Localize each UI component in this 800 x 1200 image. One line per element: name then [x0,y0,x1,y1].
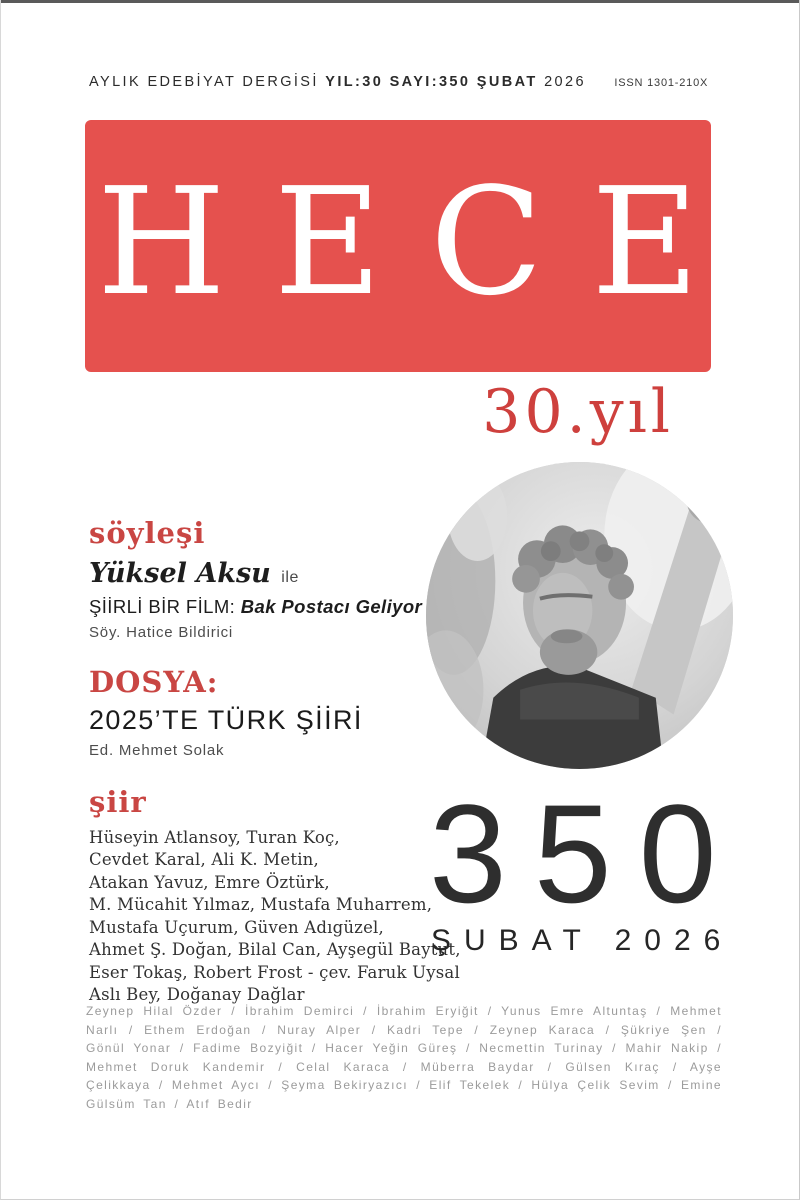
poet-list [89,827,461,1007]
dossier-editor: Ed. Mehmet Solak [89,741,225,759]
dossier-section-label: DOSYA: [89,664,219,699]
masthead-box [85,120,748,372]
interview-guest-line [89,558,434,589]
film-title-prefix: ŞİİRLİ BİR FİLM: [89,595,241,617]
top-edge-line [1,0,799,3]
poet-line: M. Mücahit Yılmaz, Mustafa Muharrem, [89,895,433,915]
issn-label: ISSN 1301-210X [614,77,709,89]
contributors-list: Zeynep Hilal Özder / İbrahim Demirci / İbrahim Eryiğit / Yunus Emre Altuntaş / Mehmet Narlı / Ethem Erdoğan / Nuray Alper / Kadri Tepe / Zeynep Karaca / Şükriye Şen / Gönül Yonar / Fadime Bozyiğit / Hacer Yeğin Güreş / Necmettin Turinay / Mahir Nakip / Mehmet Doruk Kandemir / Celal Karaca / Müberra Baydar / Gülsen Kıraç / Ayşe Çelikkaya / Mehmet Aycı / Şeyma Bekiryazıcı / Elif Tekelek / Hülya Çelik Sevim / Emine Gülsüm Tan / Atıf Bedir [86,1004,722,1111]
film-title: Bak Postacı Geliyor [240,595,423,617]
poet-line: Hüseyin Atlansoy, Turan Koç, [89,827,340,847]
interview-film-line [89,596,434,618]
anniversary-label: 30.yıl [482,377,674,447]
interview-section-label: söyleşi [89,516,206,550]
interview-guest-suffix: ile [281,568,300,586]
year-label: YIL:30 [325,74,384,90]
dossier-title: 2025’TE TÜRK ŞİİRİ [89,704,363,735]
interview-guest-name: Yüksel Aksu [89,557,271,589]
poet-line: Ahmet Ş. Doğan, Bilal Can, Ayşegül Baytut, [89,940,461,960]
masthead-title: HECE [96,156,748,328]
month-label: ŞUBAT [476,74,538,90]
poet-line: Atakan Yavuz, Emre Öztürk, [89,872,330,892]
poetry-section-label: şiir [89,784,147,819]
header-bar [89,74,749,90]
poet-line: Aslı Bey, Doğanay Dağlar [89,985,305,1005]
magazine-type-label: AYLIK EDEBİYAT DERGİSİ [89,74,319,90]
interview-byline: Söy. Hatice Bildirici [89,623,234,641]
left-column [89,516,461,1007]
portrait-illustration [426,462,733,769]
year-value: 2026 [544,74,586,90]
poet-line: Eser Tokaş, Robert Frost - çev. Faruk Uysal [89,962,460,982]
issue-date: ŞUBAT 2026 [431,924,734,957]
issue-label: SAYI:350 [389,74,471,90]
poet-line: Cevdet Karal, Ali K. Metin, [89,850,319,870]
poet-line: Mustafa Uçurum, Güven Adıgüzel, [89,917,384,937]
issue-number: 350 [429,775,744,932]
cover-photo [426,462,733,769]
